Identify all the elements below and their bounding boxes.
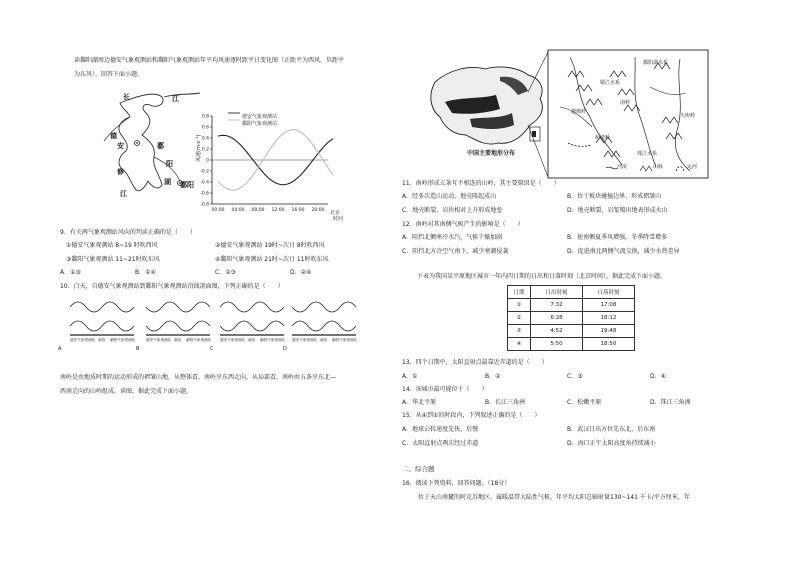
table-cell: 5:50 (531, 338, 583, 351)
table-header-row (508, 286, 635, 299)
x-tick-label: 12:00 (271, 208, 285, 213)
table-cell: 18:50 (583, 338, 635, 351)
q10-site-label-a1: 德安气象观测站 (70, 338, 96, 342)
q14-choice-a[interactable]: A．华北平原 (402, 399, 437, 406)
q12-choice-c[interactable]: C．阻挡北方冷空气南下，减少寒潮侵袭 (402, 248, 509, 255)
q12-choice-a[interactable]: A．阻挡北侧寒冷水汽，气候干燥加剧 (402, 234, 503, 241)
map-label-an: 安 (117, 142, 124, 150)
chart-xlabel-a: 北京 (330, 210, 341, 216)
q10-site-label-d2: 湖泊 (320, 338, 328, 342)
y-tick-label: -0.8 (200, 202, 209, 208)
poyang-lake-map (100, 85, 205, 210)
q10-diagrams (70, 293, 360, 343)
y-tick-label: 0.6 (201, 125, 209, 131)
paragraph-line-1: 南岭是由地质时期的运动形成的褶皱山地，从整体看，南岭呈东西走向，从局部看，南岭由五条呈东北— (60, 374, 337, 381)
table-header: 日出时刻 (531, 286, 583, 299)
q12-choice-b[interactable]: B．使南侧夏季风增强，冬季降雪增多 (567, 234, 668, 241)
map-label-yue: 越城岭 (571, 109, 587, 115)
y-tick-label: 0 (206, 158, 209, 164)
q10-site-label-d1: 德安气象观测站 (292, 338, 318, 342)
chart-xlabel-b: 时间 (333, 216, 344, 222)
table-cell: ④ (508, 338, 531, 351)
y-tick-label: 0.8 (201, 114, 209, 120)
table-row (508, 299, 635, 312)
table-row (508, 312, 635, 325)
map-label-chang: 长 (123, 93, 130, 101)
y-tick-label: 0.4 (201, 136, 209, 142)
table-header: 日期 (508, 286, 531, 299)
legend-river: 河流 (617, 164, 628, 170)
q10-label-d[interactable]: D (283, 346, 287, 352)
q10-site-label-a2: 湖泊 (98, 338, 106, 342)
intro-line-2: 为东风），回答下面小题。 (74, 71, 144, 78)
q9-choice-b[interactable]: B．①④ (135, 269, 156, 276)
table-cell: 18:12 (583, 312, 635, 325)
legend-canal: 运河 (687, 164, 698, 170)
table-row (508, 325, 635, 338)
y-tick-label: 0.2 (201, 147, 209, 153)
map-label-nanling: 南岭 (620, 100, 631, 106)
q10-site-label-b3: 鄱阳气象观测站 (186, 338, 212, 342)
q10-label-b[interactable]: B (136, 346, 140, 352)
map-label-xiu: 修 (117, 168, 124, 176)
table-header: 日落时刻 (583, 286, 635, 299)
q13-choice-d[interactable]: D．④ (650, 373, 666, 380)
table-cell: ① (508, 299, 531, 312)
sunrise-sunset-table (507, 285, 635, 351)
map-label-po: 鄱 (157, 142, 164, 150)
q11-choice-d[interactable]: D．地壳断裂，岩浆喷出地表形成火山 (567, 207, 668, 214)
map-label-meng: 萌渚岭 (595, 135, 611, 141)
q10-site-label-d3: 鄱阳气象观测站 (332, 338, 358, 342)
q11-stem: 11．南岭形成五条互不相连的山岭，其主要原因是（ ） (402, 180, 560, 187)
map-label-ganjiang: 赣江水系 (600, 80, 621, 86)
table-cell: 7:32 (531, 299, 583, 312)
china-map-title: 中国主要地形分布 (467, 150, 516, 157)
q10-diagram-a (70, 302, 134, 335)
map-label-de: 德 (110, 132, 117, 140)
q14-choice-b[interactable]: B．长江三角洲 (485, 399, 526, 406)
q16-stem: 16．阅读下列资料，回答问题。（18分） (402, 480, 511, 487)
y-tick-label: -0.2 (200, 169, 209, 175)
q13-choice-a[interactable]: A．① (402, 373, 418, 380)
legend-label-poyang: 鄱阳气象观测站 (242, 121, 278, 127)
q10-diagram-c (220, 302, 284, 335)
q10-label-c[interactable]: C (210, 346, 214, 352)
legend-label-dean: 德安气象观测站 (242, 114, 278, 120)
q9-opt-2: ②德安气象观测站 19时~次日 8时吹西风 (215, 242, 325, 249)
table-cell: 19:48 (583, 325, 635, 338)
legend-mountain: 山脉 (653, 164, 664, 170)
table-cell: ③ (508, 325, 531, 338)
q15-choice-c[interactable]: C．太阳直射点两次经过赤道 (402, 440, 479, 447)
q10-site-label-c1: 德安气象观测站 (220, 338, 246, 342)
table-cell: ② (508, 312, 531, 325)
table-intro: 下表为我国某平原地区城市一年内四日期的日出和日落时刻（北京时间），据此完成下面小题。 (417, 273, 667, 280)
q12-choice-d[interactable]: D．促进南北两侧气流交换，减少水热差异 (567, 248, 680, 255)
q15-choice-d[interactable]: D．海口正午太阳高度角持续减小 (567, 440, 656, 447)
q9-choice-d[interactable]: D．②④ (290, 269, 312, 276)
table-cell: 4:52 (531, 325, 583, 338)
q10-site-label-c2: 湖泊 (248, 338, 256, 342)
q10-label-a[interactable]: A (58, 346, 62, 352)
q14-choice-c[interactable]: C．松嫩平原 (567, 399, 602, 406)
q15-choice-a[interactable]: A．地球公转速度先快，后慢 (402, 426, 479, 433)
q12-stem: 12．南岭对其南侧气候产生的影响是（ ） (402, 221, 524, 228)
map-label-hu: 湖 (164, 178, 171, 186)
section-heading: 二、综合题 (402, 465, 435, 473)
paragraph-line-2: 西南走向的山岭组成。读图，据此完成下面小题。 (60, 388, 193, 395)
q11-choice-b[interactable]: B．位于板块碰撞边界，形成褶皱山 (567, 193, 662, 200)
y-tick-label: -0.4 (200, 180, 209, 186)
q9-choice-a[interactable]: A．①③ (60, 269, 81, 276)
q13-stem: 13．四个日期中，太阳直射点最靠近赤道的是（ ） (402, 359, 548, 366)
map-label-jiang2: 江 (120, 190, 127, 198)
q9-stem: 9．有关两气象观测站风向的判读正确的是（ ） (60, 229, 196, 236)
q15-stem: 15．从④到①的时段内，下列叙述正确的是（ ） (402, 412, 541, 419)
map-label-poyang: 鄱阳 (180, 181, 194, 189)
q11-choice-c[interactable]: C．地壳断裂，岩块相对上升形成地垒 (402, 207, 503, 214)
q10-site-label-a3: 鄱阳气象观测站 (110, 338, 136, 342)
q15-choice-b[interactable]: B．武汉日出方位先东北，后东南 (567, 426, 656, 433)
map-label-zhujiang: 珠江水系 (637, 151, 658, 157)
q10-site-label-b1: 德安气象观测站 (146, 338, 172, 342)
table-row (508, 338, 635, 351)
x-tick-label: 16:00 (291, 208, 305, 213)
q9-opt-4: ④鄱阳气象观测站 21时~次日 11时吹东风 (215, 256, 329, 263)
table-cell: 6:28 (531, 312, 583, 325)
map-label-jiang: 江 (172, 95, 179, 103)
x-tick-label: 04:00 (231, 208, 245, 213)
q9-opt-3: ③鄱阳气象观测站 11~21时吹东风 (66, 256, 160, 263)
q10-site-label-c3: 鄱阳气象观测站 (260, 338, 286, 342)
x-tick-label: 00:00 (211, 208, 225, 213)
q10-stem: 10．白天，自德安气象观测站到鄱阳气象观测站沿线剖面图，下列正确的是（ ） (60, 283, 284, 290)
x-tick-label: 20:00 (311, 208, 325, 213)
x-tick-label: 08:00 (251, 208, 265, 213)
q10-site-label-b2: 湖泊 (174, 338, 182, 342)
q9-opt-1: ①德安气象观测站 8~19 时吹西风 (66, 242, 158, 249)
map-label-poyang-basin: 鄱阳湖水系 (643, 60, 669, 66)
map-label-yang: 阳 (166, 160, 173, 168)
q11-choice-a[interactable]: A．经多次造山运动，地壳隆起成山 (402, 193, 497, 200)
q16-text: 位于天山南麓的阿克苏地区，属暖温带大陆性气候，年平均太阳总辐射量130~141 千卡/平方厘米，年 (418, 494, 690, 501)
chart-ylabel: 风速(m·s⁻¹) (196, 134, 202, 162)
china-terrain-map (400, 47, 710, 182)
y-tick-label: -0.6 (200, 191, 209, 197)
table-cell: 17:08 (583, 299, 635, 312)
q10-diagram-d (292, 302, 356, 335)
q14-choice-d[interactable]: D．珠江三角洲 (650, 399, 691, 406)
q9-choice-c[interactable]: C．②③ (215, 269, 236, 276)
q13-choice-c[interactable]: C．③ (567, 373, 583, 380)
q13-choice-b[interactable]: B．② (485, 373, 501, 380)
intro-line-1: 读鄱阳湖周边德安气象观测站和鄱阳气象观测站年平均风速逐时距平日变化图（正距平为西风，负距平 (74, 57, 345, 64)
q14-stem: 14．该城市最可能位于（ ） (402, 386, 488, 393)
map-label-dayu: 大庾岭 (680, 113, 696, 119)
q10-diagram-b (146, 302, 210, 335)
